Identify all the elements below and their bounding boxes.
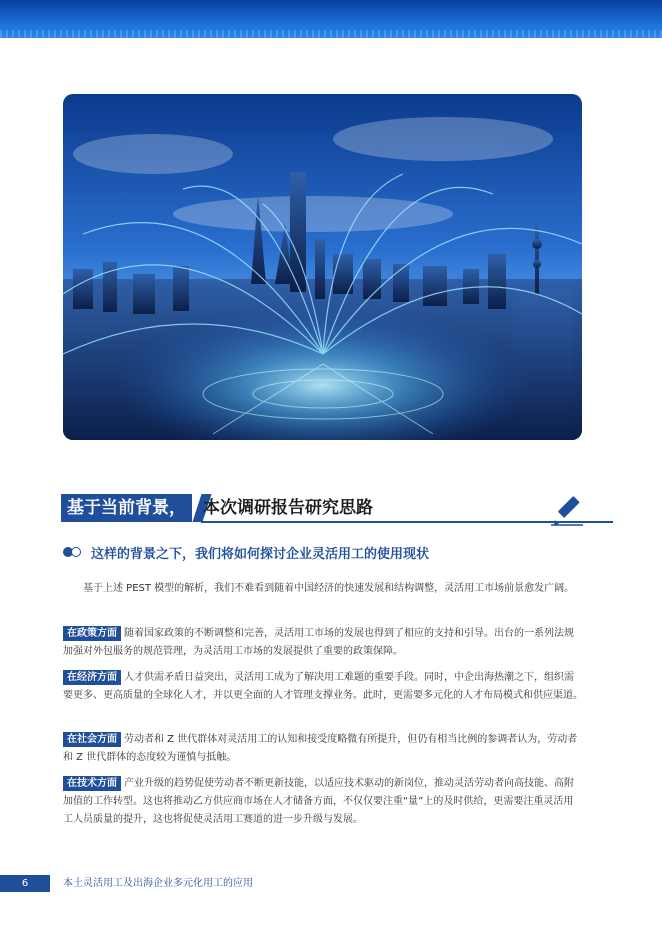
footer-title: 本土灵活用工及出海企业多元化用工的应用 [63, 878, 253, 889]
society-tag: 在社会方面 [63, 732, 121, 747]
intro-paragraph: 基于上述 PEST 模型的解析，我们不难看到随着中国经济的快速发展和结构调整，灵活用工市场前景愈发广阔。 [83, 583, 575, 594]
economy-paragraph [63, 669, 583, 705]
technology-paragraph [63, 775, 583, 829]
technology-tag: 在技术方面 [63, 776, 121, 791]
technology-text: 产业升级的趋势促使劳动者不断更新技能，以适应技术驱动的新岗位，推动灵活劳动者向高技能、高附加值的工作转型。这也将推动乙方供应商市场在人才储备方面，不仅仅要注重“量”上的及时供给，更需要注重灵活用工人员质量的提升，这也将促使灵活用工赛道的进一步升级与发展。 [63, 778, 574, 825]
section-title-rest: 本次调研报告研究思路 [203, 498, 373, 518]
section-title [61, 494, 584, 524]
society-text: 劳动者和 Z 世代群体对灵活用工的认知和接受度略微有所提升，但仍有相当比例的参调者认为，劳动者和 Z 世代群体的态度较为谨慎与抵触。 [63, 734, 578, 763]
subsection-heading [63, 541, 429, 563]
society-paragraph [63, 731, 583, 767]
page-number: 6 [0, 875, 50, 892]
economy-tag: 在经济方面 [63, 670, 121, 685]
section-title-highlight: 基于当前背景， [61, 494, 192, 522]
city-network-image [63, 94, 582, 440]
policy-tag: 在政策方面 [63, 626, 121, 641]
subsection-title: 这样的背景之下，我们将如何探讨企业灵活用工的使用现状 [91, 546, 430, 562]
header-band [0, 0, 662, 38]
policy-paragraph [63, 625, 583, 661]
double-dot-bullet-icon [63, 546, 85, 558]
pencil-icon [551, 492, 583, 530]
economy-text: 人才供需矛盾日益突出，灵活用工成为了解决用工难题的重要手段。同时，中企出海热潮之下，组织需要更多、更高质量的全球化人才，并以更全面的人才管理支撑业务。此时，更需要多元化的人才布局模式和供应渠道。 [63, 672, 583, 701]
policy-text: 随着国家政策的不断调整和完善，灵活用工市场的发展也得到了相应的支持和引导。出台的一系列法规加强对外包服务的规范管理，为灵活用工市场的发展提供了重要的政策保障。 [63, 628, 574, 657]
